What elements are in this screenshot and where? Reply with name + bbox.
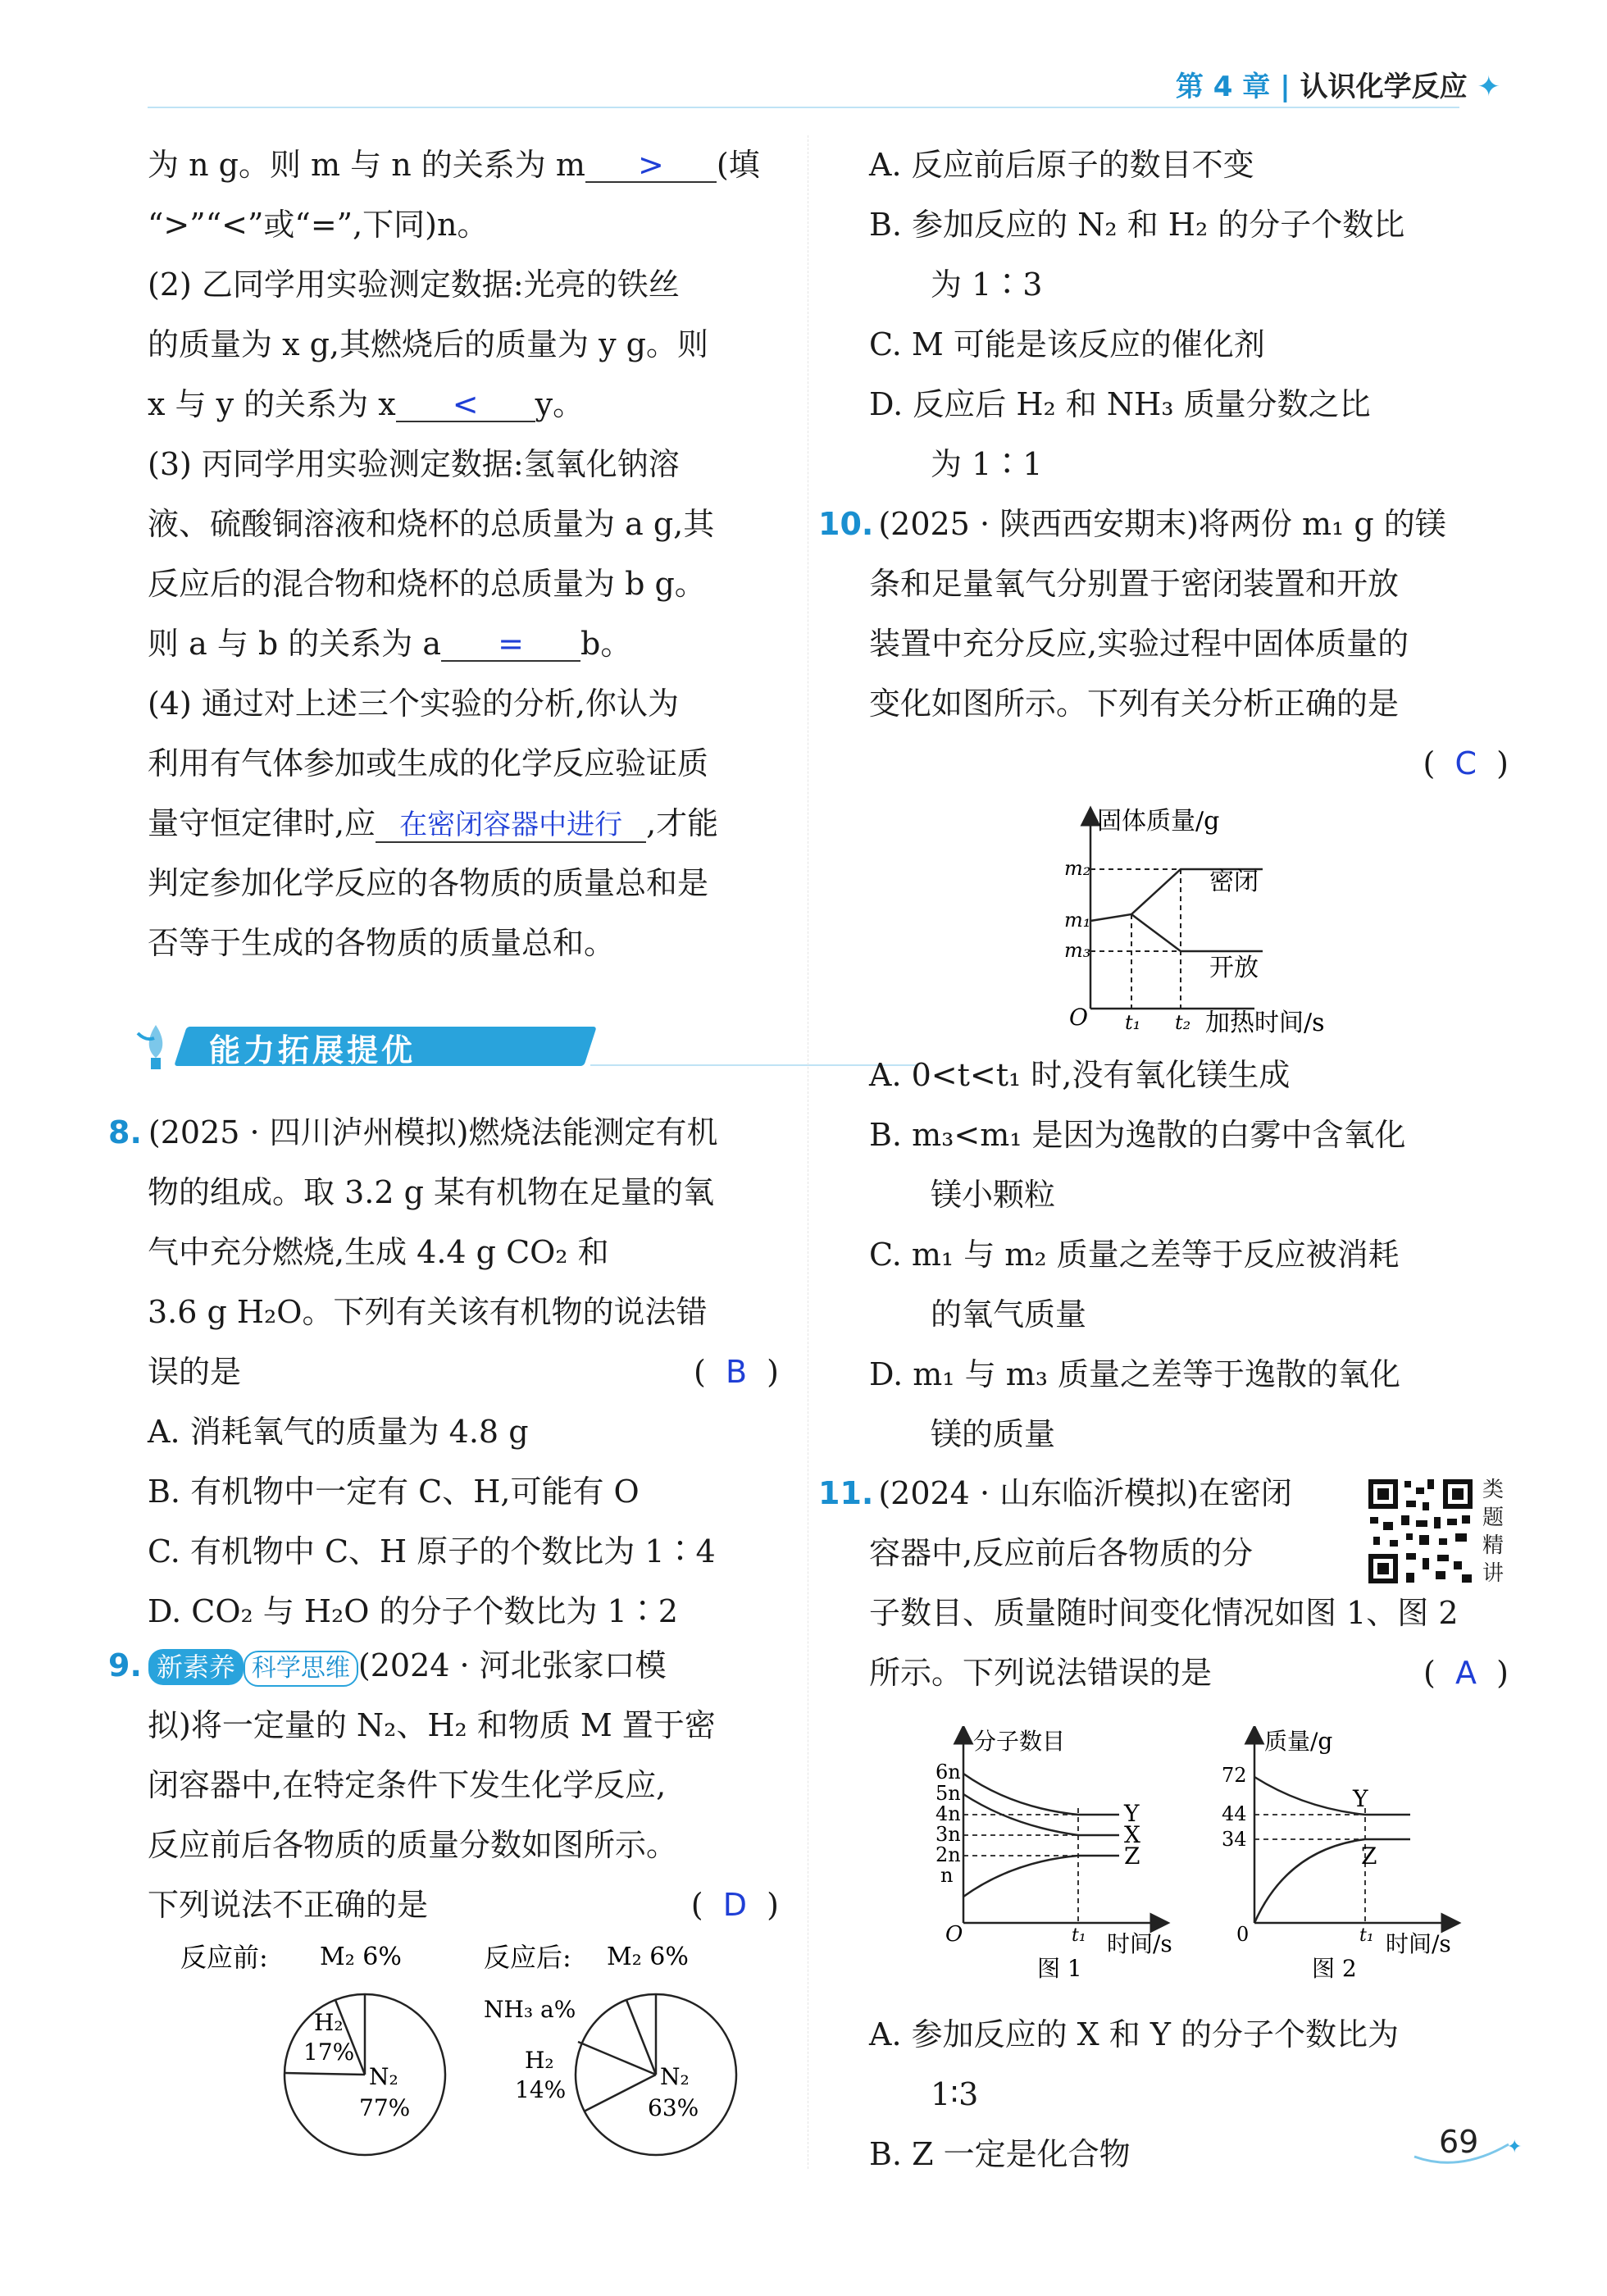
option-b: B. 有机物中一定有 C、H,可能有 O xyxy=(148,1474,640,1510)
open-curve xyxy=(1131,914,1263,951)
answer-paren: ( B ) xyxy=(693,1354,779,1390)
pie-charts-figure xyxy=(180,1935,787,2157)
banner-title: 能力拓展提优 xyxy=(209,1032,417,1068)
q10-option-b-cont: 镁小颗粒 xyxy=(931,1177,1056,1213)
q10-option-c-cont: 的氧气质量 xyxy=(931,1296,1087,1332)
qr-caption xyxy=(1482,1476,1509,1588)
chapter-header xyxy=(1176,64,1500,104)
pie-label-h2-percent: 14% xyxy=(515,2076,567,2103)
chapter-title: 认识化学反应 xyxy=(1300,71,1468,103)
text-line: (填 xyxy=(716,147,760,183)
label-y: Y xyxy=(1124,1800,1140,1827)
x-axis-label: 加热时间/s xyxy=(1205,1009,1325,1037)
text-line: 则 a 与 b 的关系为 a xyxy=(148,626,442,662)
q9-option-d: D. 反应后 H₂ 和 NH₃ 质量分数之比 xyxy=(869,386,1371,422)
pie-slice-line xyxy=(285,2073,365,2075)
q9-option-b: B. 参加反应的 N₂ 和 H₂ 的分子个数比 xyxy=(869,207,1405,243)
sparkle-icon: ✦ xyxy=(1477,71,1500,103)
answer-blank: 在密闭容器中进行 xyxy=(376,809,646,843)
q10-option-a: A. 0<t<t₁ 时,没有氧化镁生成 xyxy=(869,1057,1291,1093)
text-line: ,才能 xyxy=(646,805,719,841)
page-number: 69 xyxy=(1439,2124,1479,2160)
qr-caption-char: 讲 xyxy=(1482,1561,1505,1586)
q11-figure-2 xyxy=(1205,1726,1476,1988)
pie-label-n2: N₂ xyxy=(660,2063,690,2090)
header-rule xyxy=(148,107,1459,108)
text-line: b。 xyxy=(580,626,632,662)
answer-paren: ( C ) xyxy=(1423,745,1509,781)
qr-caption-char: 精 xyxy=(1482,1533,1505,1558)
text-line: 闭容器中,在特定条件下发生化学反应, xyxy=(148,1767,667,1803)
q9-option-c: C. M 可能是该反应的催化剂 xyxy=(869,326,1265,362)
after-label: 反应后: xyxy=(484,1942,571,1973)
text-line: 下列说法不正确的是 xyxy=(148,1887,429,1923)
q10-mass-chart xyxy=(1058,800,1369,1037)
q9-option-b-cont: 为 1∶3 xyxy=(931,266,1043,303)
pie-label-n2-percent: 77% xyxy=(359,2094,411,2121)
q11-option-a: A. 参加反应的 X 和 Y 的分子个数比为 xyxy=(869,2016,1400,2052)
text-line: 所示。下列说法错误的是 xyxy=(869,1655,1213,1691)
pie-label-n2: N₂ xyxy=(369,2063,398,2090)
tag-scientific-thinking: 科学思维 xyxy=(244,1651,358,1687)
text-line: 条和足量氧气分别置于密闭装置和开放 xyxy=(869,566,1400,602)
label-z: Z xyxy=(1124,1843,1140,1870)
tick-3n: 3n xyxy=(936,1823,961,1846)
x-axis-label: 时间/s xyxy=(1386,1930,1451,1957)
q11-figure-1 xyxy=(898,1726,1209,1988)
q11-option-a-cont: 1∶3 xyxy=(931,2076,979,2112)
curve-z xyxy=(1254,1839,1410,1923)
figure-caption: 图 1 xyxy=(1037,1955,1082,1982)
tick-5n: 5n xyxy=(936,1782,961,1805)
text-line: 3.6 g H₂O。下列有关该有机物的说法错 xyxy=(148,1294,708,1330)
q9-option-a: A. 反应前后原子的数目不变 xyxy=(869,147,1254,183)
label-y: Y xyxy=(1353,1785,1368,1812)
tick-6n: 6n xyxy=(936,1761,961,1784)
text-line: “>”“<”或“=”,下同)n。 xyxy=(148,207,489,243)
right-column xyxy=(818,135,1509,794)
y-axis-label: 质量/g xyxy=(1264,1728,1333,1755)
left-column xyxy=(148,135,779,973)
qr-code-icon xyxy=(1365,1476,1476,1587)
text-line: 反应后的混合物和烧杯的总质量为 b g。 xyxy=(148,566,706,602)
question-number: 11. xyxy=(818,1475,874,1511)
tick-m2: m₂ xyxy=(1064,857,1091,880)
text-line: 容器中,反应前后各物质的分 xyxy=(869,1535,1254,1571)
tick-72: 72 xyxy=(1222,1764,1247,1787)
answer-letter: D xyxy=(722,1887,748,1923)
q9-option-d-cont: 为 1∶1 xyxy=(931,446,1043,482)
pie-label-m: M₂ 6% xyxy=(607,1943,689,1971)
label-x: X xyxy=(1124,1821,1140,1848)
q10-option-d-cont: 镁的质量 xyxy=(931,1416,1056,1452)
tick-t1: t₁ xyxy=(1125,1011,1141,1034)
text-line: 拟)将一定量的 N₂、H₂ 和物质 M 置于密 xyxy=(148,1707,716,1743)
origin-label: 0 xyxy=(1236,1923,1250,1946)
text-line: (2024 · 河北张家口模 xyxy=(357,1647,667,1683)
answer-letter: B xyxy=(725,1354,748,1390)
option-d: D. CO₂ 与 H₂O 的分子个数比为 1∶2 xyxy=(148,1593,678,1629)
open-label: 开放 xyxy=(1209,954,1259,982)
answer-blank: > xyxy=(585,148,717,183)
pie-label-m: M₂ 6% xyxy=(320,1943,402,1971)
q10-option-b: B. m₃<m₁ 是因为逸散的白雾中含氧化 xyxy=(869,1117,1406,1153)
text-line: 物的组成。取 3.2 g 某有机物在足量的氧 xyxy=(148,1174,714,1210)
answer-letter: C xyxy=(1454,745,1477,781)
text-line: 子数目、质量随时间变化情况如图 1、图 2 xyxy=(869,1595,1459,1631)
tick-m1: m₁ xyxy=(1064,909,1091,932)
pie-slice-line xyxy=(584,2075,656,2112)
svg-text:✦: ✦ xyxy=(1507,2137,1523,2157)
text-line: 气中充分燃烧,生成 4.4 g CO₂ 和 xyxy=(148,1234,609,1270)
answer-blank: = xyxy=(441,627,580,662)
y-axis-label: 分子数目 xyxy=(973,1728,1066,1755)
question-8 xyxy=(108,1103,779,1642)
curve-y xyxy=(1254,1777,1410,1815)
tick-4n: 4n xyxy=(936,1802,961,1825)
figure-caption: 图 2 xyxy=(1312,1955,1357,1982)
answer-paren: ( D ) xyxy=(690,1887,779,1923)
tag-new-literacy: 新素养 xyxy=(148,1649,244,1685)
pie-label-nh3: NH₃ a% xyxy=(484,1996,576,2023)
text-line: 量守恒定律时,应 xyxy=(148,805,376,841)
question-number: 8. xyxy=(108,1114,142,1150)
tick-2n: 2n xyxy=(936,1843,961,1866)
pie-label-h2-percent: 17% xyxy=(303,2039,355,2066)
text-line: 装置中充分反应,实验过程中固体质量的 xyxy=(869,626,1409,662)
chapter-number: 第 4 章 xyxy=(1175,71,1271,103)
text-line: 否等于生成的各物质的质量总和。 xyxy=(148,925,616,961)
tick-n: n xyxy=(940,1864,954,1887)
closed-label: 密闭 xyxy=(1209,868,1259,896)
tick-34: 34 xyxy=(1222,1828,1247,1851)
option-c: C. 有机物中 C、H 原子的个数比为 1∶4 xyxy=(148,1533,716,1569)
qr-caption-char: 题 xyxy=(1482,1506,1505,1530)
q10-option-d: D. m₁ 与 m₃ 质量之差等于逸散的氧化 xyxy=(869,1356,1401,1392)
text-line: (2) 乙同学用实验测定数据:光亮的铁丝 xyxy=(148,266,680,303)
text-line: (2025 · 陕西西安期末)将两份 m₁ g 的镁 xyxy=(878,506,1446,542)
pie-label-h2: H₂ xyxy=(314,2009,344,2036)
origin-label: O xyxy=(945,1922,963,1947)
text-line: y。 xyxy=(535,386,585,422)
before-label: 反应前: xyxy=(180,1942,268,1973)
label-z: Z xyxy=(1361,1843,1377,1870)
y-axis-label: 固体质量/g xyxy=(1097,807,1220,836)
text-line: 判定参加化学反应的各物质的质量总和是 xyxy=(148,865,709,901)
question-number: 10. xyxy=(818,506,874,542)
answer-paren: ( A ) xyxy=(1423,1655,1509,1691)
text-line: (4) 通过对上述三个实验的分析,你认为 xyxy=(148,686,679,722)
qr-code[interactable] xyxy=(1365,1476,1476,1587)
header-separator: | xyxy=(1280,71,1291,103)
text-line: 变化如图所示。下列有关分析正确的是 xyxy=(869,686,1400,722)
qr-caption-char: 类 xyxy=(1482,1478,1505,1502)
option-a: A. 消耗氧气的质量为 4.8 g xyxy=(148,1414,529,1450)
text-line: 的质量为 x g,其燃烧后的质量为 y g。则 xyxy=(148,326,708,362)
text-line: 误的是 xyxy=(148,1354,242,1390)
origin-label: O xyxy=(1069,1004,1088,1031)
text-line: (2024 · 山东临沂模拟)在密闭 xyxy=(878,1475,1292,1511)
text-line: 反应前后各物质的质量分数如图所示。 xyxy=(148,1827,678,1863)
tick-t1: t₁ xyxy=(1359,1925,1374,1946)
question-number: 9. xyxy=(108,1647,142,1683)
section-banner xyxy=(131,1017,779,1074)
tick-44: 44 xyxy=(1222,1802,1247,1825)
tick-t2: t₂ xyxy=(1175,1011,1191,1034)
text-line: 利用有气体参加或生成的化学反应验证质 xyxy=(148,745,709,781)
trophy-icon xyxy=(131,1017,180,1074)
text-line: (3) 丙同学用实验测定数据:氢氧化钠溶 xyxy=(148,446,680,482)
pie-label-h2: H₂ xyxy=(525,2047,554,2074)
q11-option-b: B. Z 一定是化合物 xyxy=(869,2136,1131,2172)
pie-label-n2-percent: 63% xyxy=(648,2094,699,2121)
x-axis-label: 时间/s xyxy=(1107,1930,1172,1957)
text-line: (2025 · 四川泸州模拟)燃烧法能测定有机 xyxy=(148,1114,718,1150)
tick-t1: t₁ xyxy=(1072,1925,1086,1946)
text-line: 为 n g。则 m 与 n 的关系为 m xyxy=(148,147,585,183)
q10-option-c: C. m₁ 与 m₂ 质量之差等于反应被消耗 xyxy=(869,1237,1400,1273)
text-line: 液、硫酸铜溶液和烧杯的总质量为 a g,其 xyxy=(148,506,715,542)
tick-m3: m₃ xyxy=(1064,939,1091,962)
answer-blank: < xyxy=(396,388,535,422)
curve-z xyxy=(963,1856,1119,1897)
answer-letter: A xyxy=(1455,1655,1477,1691)
q10-options xyxy=(869,1046,1509,1465)
question-9 xyxy=(108,1636,779,1935)
text-line: x 与 y 的关系为 x xyxy=(148,386,396,422)
